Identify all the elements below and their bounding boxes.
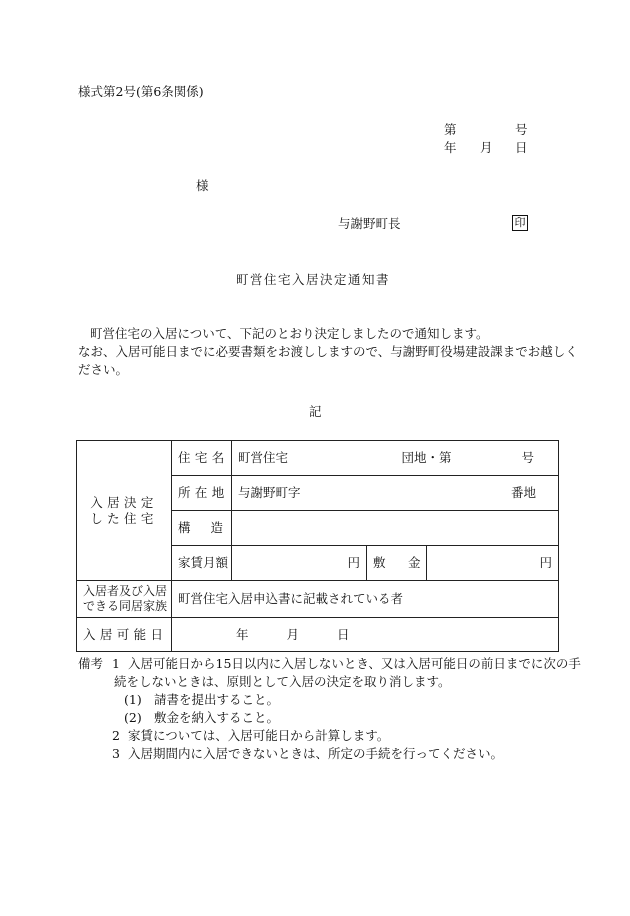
location-label: 所在地 (172, 476, 232, 511)
location-value: 与謝野町字 (238, 485, 301, 501)
note-3: 入居期間内に入居できないときは、所定の手続を行ってください。 (128, 746, 504, 761)
address-value: 町営住宅 (238, 450, 289, 466)
seal-stamp: 印 (512, 215, 528, 231)
body-line-2: なお、入居可能日までに必要書類をお渡ししますので、与謝野町役場建設課までお越しく (78, 344, 578, 359)
notes-section (78, 656, 581, 764)
rent-label: 家賃月額 (172, 546, 232, 581)
note-2-num: 2 (112, 728, 120, 743)
structure-label (172, 511, 244, 546)
address-gou: 号 (521, 450, 535, 466)
date-year: 年 (444, 140, 457, 155)
movein-label: 入居可能日 (77, 618, 172, 652)
form-number: 様式第2号(第6条関係) (78, 84, 204, 99)
residents-label-cell (77, 581, 172, 618)
body-line-1: 町営住宅の入居について、下記のとおり決定しましたので通知します。 (90, 326, 489, 341)
ref-gou: 号 (515, 122, 528, 137)
note-1-num: 1 (112, 656, 120, 671)
note-1-sub-1-num: (1) (124, 692, 142, 707)
rent-unit: 円 (232, 546, 367, 581)
group-label-line-1: 入居決定 (90, 494, 158, 510)
ki-heading: 記 (309, 404, 322, 419)
document-title: 町営住宅入居決定通知書 (236, 272, 391, 287)
body-line-3: ださい。 (78, 362, 129, 377)
addressee-suffix: 様 (196, 178, 209, 193)
note-1-sub-2: 敷金を納入すること。 (154, 710, 280, 725)
residents-label-line-2: できる同居家族 (83, 599, 168, 613)
structure-label-text: 構造 (178, 520, 244, 536)
deposit-unit: 円 (427, 546, 559, 581)
group-label-line-2: した住宅 (90, 510, 158, 526)
movein-year: 年 (236, 626, 249, 642)
residents-value: 町営住宅入居申込書に記載されている者 (172, 581, 559, 618)
note-1-line-2: 続をしないときは、原則として入居の決定を取り消します。 (114, 674, 451, 689)
note-1-sub-2-num: (2) (124, 710, 142, 725)
notes-heading: 備考 (78, 656, 104, 671)
address-label: 住宅名 (172, 441, 232, 476)
structure-value (232, 511, 559, 546)
note-3-num: 3 (112, 746, 120, 761)
address-danchi: 団地・第 (401, 450, 452, 466)
date-day: 日 (515, 140, 528, 155)
decision-table (76, 440, 559, 652)
issuer: 与謝野町長 (338, 216, 401, 231)
note-1-sub-1: 請書を提出すること。 (154, 692, 280, 707)
deposit-label: 敷金 (367, 546, 427, 581)
group-label-cell (77, 441, 172, 581)
address-value-cell (232, 441, 559, 476)
movein-month: 月 (286, 626, 299, 642)
location-value-cell (232, 476, 559, 511)
location-banchi: 番地 (511, 485, 537, 501)
note-2: 家賃については、入居可能日から計算します。 (128, 728, 390, 743)
movein-value-cell (172, 618, 559, 652)
residents-label-line-1: 入居者及び入居 (83, 584, 168, 598)
movein-day: 日 (336, 626, 350, 642)
date-month: 月 (480, 140, 493, 155)
ref-dai: 第 (444, 122, 457, 137)
note-1-line-1: 入居可能日から15日以内に入居しないとき、又は入居可能日の前日までに次の手 (128, 656, 581, 671)
